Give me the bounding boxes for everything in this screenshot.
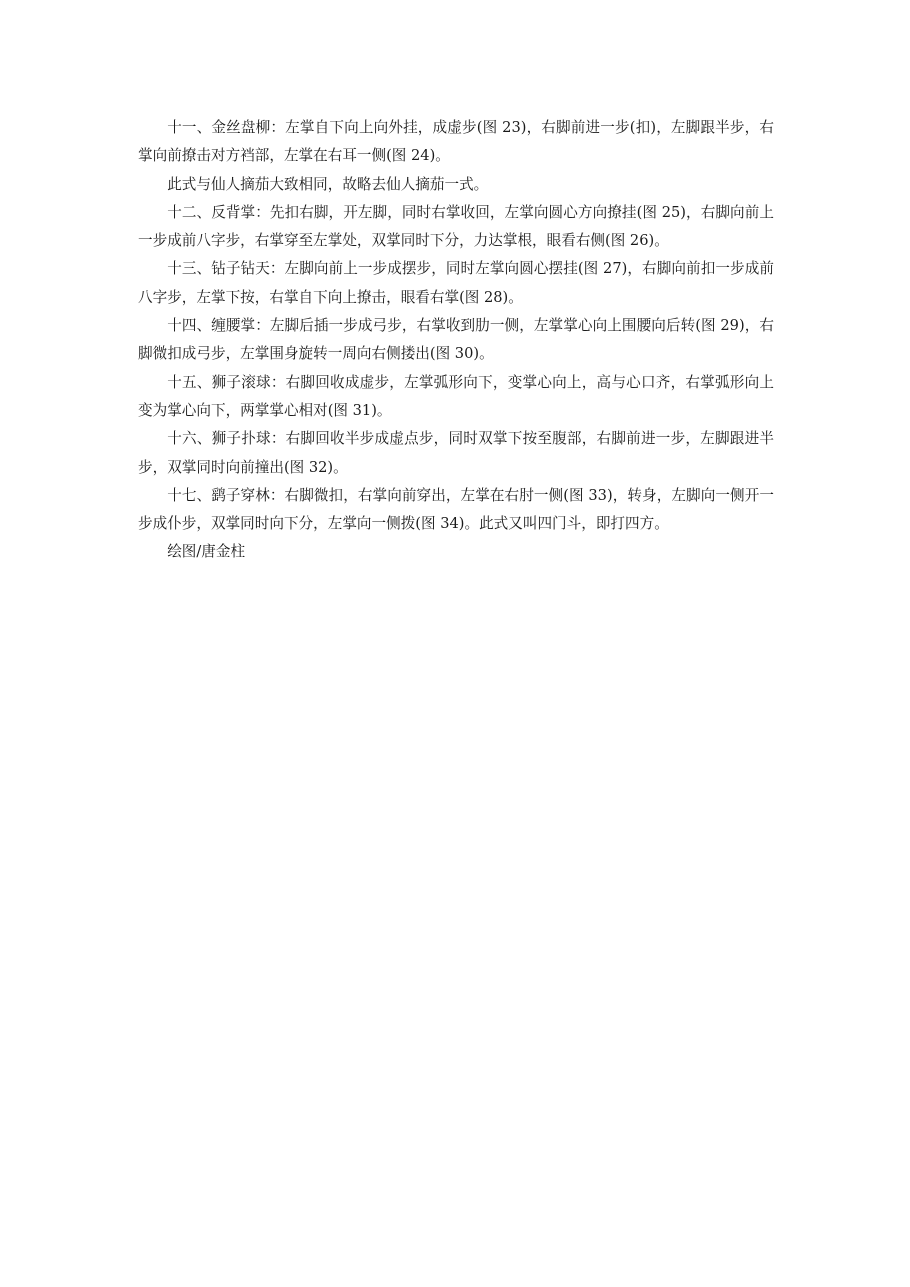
paragraph-move-16: 十六、狮子扑球：右脚回收半步成虚点步，同时双掌下按至腹部，右脚前进一步，左脚跟进半步，双掌同时向前撞出(图 32)。 (138, 430, 774, 476)
paragraph-move-15: 十五、狮子滚球：右脚回收成虚步，左掌弧形向下，变掌心向上，高与心口齐，右掌弧形向上变为掌心向下，两掌掌心相对(图 31)。 (138, 373, 774, 419)
illustration-credit: 绘图/唐金柱 (167, 543, 246, 561)
paragraph-move-14: 十四、缠腰掌：左脚后插一步成弓步，右掌收到肋一侧，左掌掌心向上围腰向后转(图 29)，右脚微扣成弓步，左掌围身旋转一周向右侧搂出(图 30)。 (138, 317, 774, 363)
paragraph-move-12: 十二、反背掌：先扣右脚，开左脚，同时右掌收回，左掌向圆心方向撩挂(图 25)，右脚向前上一步成前八字步，右掌穿至左掌处，双掌同时下分，力达掌根，眼看右侧(图 26)。 (138, 203, 774, 250)
paragraph-note: 此式与仙人摘茄大致相同，故略去仙人摘茄一式。 (167, 175, 489, 193)
paragraph-move-13: 十三、钻子钻天：左脚向前上一步成摆步，同时左掌向圆心摆挂(图 27)，右脚向前扣一步成前八字步，左掌下按，右掌自下向上撩击，眼看右掌(图 28)。 (138, 260, 774, 306)
paragraph-move-11: 十一、金丝盘柳：左掌自下向上向外挂，成虚步(图 23)，右脚前进一步(扣)，左脚跟半步，右掌向前撩击对方裆部，左掌在右耳一侧(图 24)。 (138, 119, 774, 165)
document-body (138, 114, 774, 567)
paragraph-move-17: 十七、鹞子穿林：右脚微扣，右掌向前穿出，左掌在右肘一侧(图 33)，转身，左脚向一侧开一步成仆步，双掌同时向下分，左掌向一侧拨(图 34)。此式又叫四门斗，即打四方。 (138, 486, 774, 533)
